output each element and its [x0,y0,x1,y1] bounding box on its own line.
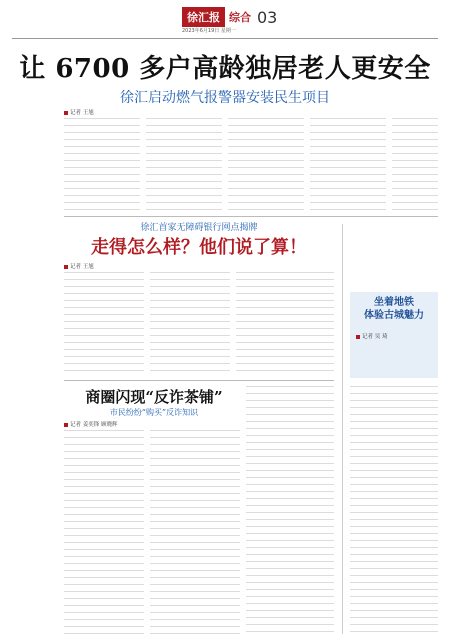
byline-marker [64,423,68,427]
lead-body-col-2 [146,118,222,210]
page-number: 03 [257,7,278,27]
newspaper-brand: 徐汇报 [182,7,225,27]
masthead-rule [12,38,438,39]
sidebar-title-line2: 体验古城魅力 [364,310,424,321]
sidebar-rule [342,224,343,634]
story3-title: 商圈闪现“反诈茶铺” [85,388,223,406]
story2-headline-block [64,220,334,259]
story2-body-col-3 [236,272,334,372]
masthead-brand-group [182,7,277,27]
story2-byline-text: 记者 王旭 [70,264,94,270]
section-divider-2 [64,380,334,381]
lead-title: 让 6700 多户高龄独居老人更安全 [19,54,431,84]
lead-byline-text: 记者 王旭 [70,110,94,116]
masthead [0,0,450,44]
sidebar-byline-text: 记者 吴 琦 [362,334,388,340]
section-label: 综合 [229,11,251,24]
story2-title: 走得怎么样？他们说了算！ [91,237,307,258]
dateline: 2023年6月19日 星期一 [182,28,236,34]
story2-kicker: 徐汇首家无障碍银行网点揭牌 [140,223,258,233]
story2-byline [64,262,94,270]
story3-subtitle: 市民纷纷“购买”反诈知识 [109,408,199,417]
story3-headline-block [64,386,244,418]
sidebar-body [350,386,438,634]
byline-marker [64,265,68,269]
byline-marker [356,335,360,339]
lead-body-col-4 [310,118,386,210]
story3-body-col-3 [246,386,334,634]
story3-byline [64,420,118,428]
sidebar-title [350,296,438,322]
sidebar-byline [356,332,388,340]
lead-body-col-1 [64,118,140,210]
section-divider-1 [64,216,438,217]
story3-byline-text: 记者 姜奕锋 顾晓辉 [70,422,118,428]
story3-body-col-2 [150,430,240,634]
lead-headline-block [0,48,450,107]
lead-subtitle: 徐汇启动燃气报警器安装民生项目 [120,90,330,106]
lead-body-col-3 [228,118,304,210]
sidebar-title-line1: 坐着地铁 [374,297,414,308]
story2-body-col-2 [150,272,230,372]
story2-body-col-1 [64,272,144,372]
lead-byline [64,108,94,116]
byline-marker [64,111,68,115]
story3-body-col-1 [64,430,144,634]
lead-body-col-5 [392,118,438,210]
